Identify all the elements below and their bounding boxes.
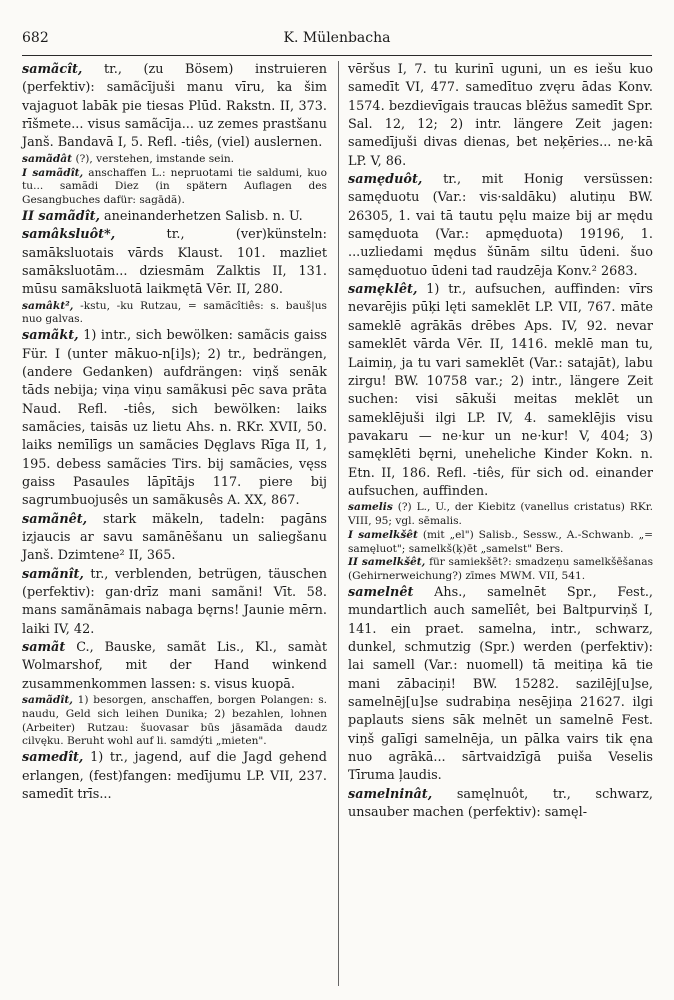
dictionary-entry — [348, 786, 653, 823]
entry-text: tr., (zu Bösem) instruieren (perfektiv): samãcījuši manu vīru, ka šim vajaguot labāk pie tiesas Plūd. Rakstn. II, 373. rīšmete... visus samãcīja... uz zemes prastšanu Janš. Bandavā I, 5. Refl. -tiês, (viel) auslernen. — [22, 62, 327, 151]
entry-headword: II samãdît, — [22, 208, 100, 224]
entry-headword: samãnêt, — [22, 511, 88, 527]
right-column — [348, 61, 653, 823]
dictionary-entry — [22, 639, 327, 694]
entry-headword: I samãdît, — [22, 166, 84, 179]
entry-headword: II samelkšêt, — [348, 556, 426, 569]
entry-text: 1) besorgen, anschaffen, borgen Polangen: s. naudu, Geld sich leihen Dunika; 2) bezahlen, lohnen (Arbeiter) Rutzau: šuovasar būs jāsamãda daudz cilvęku. Beruht wohl auf li. samdýti „mieten". — [22, 694, 327, 748]
two-column-body — [22, 61, 652, 991]
dictionary-entry — [348, 529, 653, 557]
entry-headword: samâksluôt*, — [22, 227, 116, 243]
entry-headword: samęduôt, — [348, 172, 423, 188]
entry-text: (?) L., U., der Kiebitz (vanellus cristatus) RKr. VIII, 95; vgl. sēmalis. — [348, 501, 653, 528]
dictionary-entry — [22, 167, 327, 208]
dictionary-entry — [348, 281, 653, 501]
dictionary-entry — [22, 566, 327, 639]
entry-headword: samãcît, — [22, 62, 83, 77]
entry-text: samęlnuôt, tr., schwarz, unsauber machen (perfektiv): samęl- — [348, 786, 653, 821]
dictionary-entry — [348, 501, 653, 529]
entry-text: stark mäkeln, tadeln: pagāns izjaucis ar savu samãnēšanu un saliegšanu Janš. Dzimtene² II, 365. — [22, 511, 327, 564]
dictionary-entry — [22, 226, 327, 299]
dictionary-entry — [22, 511, 327, 566]
entry-headword: samãdât — [22, 152, 73, 165]
entry-headword: samãdît, — [22, 694, 73, 707]
entry-headword: samelninât, — [348, 786, 433, 802]
entry-text: tr., (ver)künsteln: samāksluotais vārds Klaust. 101. mazliet samāksluotām... dziesmām Zalktis II, 131. mūsu samāksluotā laikmętā Vēr. II, 280. — [22, 227, 327, 298]
entry-text: 1) tr., aufsuchen, auffinden: vīrs nevarējis pūķi lęti sameklēt LP. VII, 767. māte sameklē agrākās drēbes Aps. IV, 92. nevar sameklēt vārda Vēr. II, 1416. meklē man tu, Laimiņ, ja tu vari sameklēt (Var.: satajāt), labu zirgu! BW. 10758 var.; 2) intr., längere Zeit suchen: visi sākuši meitas meklēt un sameklējuši ilgi LP. IV, 4. sameklējis visu pavakaru — ne·kur un ne·kur! V, 404; 3) samęklēti bęrni, uneheliche Kinder Kokn. n. Etn. II, 186. Refl. -tiês, für sich od. einander aufsuchen, auffinden. — [348, 282, 653, 499]
dictionary-entry — [348, 584, 653, 786]
page-number: 682 — [22, 30, 49, 46]
dictionary-entry — [22, 153, 327, 167]
entry-headword: samãt — [22, 640, 66, 656]
dictionary-entry — [22, 300, 327, 328]
page-header — [22, 30, 652, 52]
entry-text: Ahs., samelnēt Spr., Fest., mundartlich auch samelīêt, bei Baltpurviņš I, 141. ein praet. samelna, intr., schwarz, dunkel, schmutzig (Spr.) werden (perfektiv): lai samell (Var.: nuomell) tā meitiņa kā tie mani zābaciņi! BW. 15282. sazilēj[u]se, samelnēj[u]se sudrabiņa nesējiņa 21627. ilgi paplauts siens sāk melnēt un samelnē Fest. viņš galīgi samelnēja, un pālka vairs tik ęna nuo agrākā... sārtvaidzīgā puiša Veselis Tīruma ļaudis. — [348, 585, 653, 784]
entry-text: 1) tr., jagend, auf die Jagd gehend erlangen, (fest)fangen: medījumu LP. VII, 237. samedīt trīs... — [22, 750, 327, 802]
entry-text: tr., verblenden, betrügen, täuschen (perfektiv): gan·drīz mani samãni! Vīt. 58. mans samãnāmais nabaga bęrns! Jaunie mērn. laiki IV, 42. — [22, 566, 327, 637]
entry-headword: I samelkšêt — [348, 528, 418, 541]
dictionary-entry — [22, 208, 327, 226]
entry-headword: samâkt², — [22, 299, 74, 312]
entry-text: tr., mit Honig versüssen: samęduotu (Var.: vis·saldāku) alutiņu BW. 26305, 1. vai tā tautu pęlu maize bij ar mędu samęduota (Var.: apmęduota) 19196, 1. ...uzliedami mędus šūnām siltu ūdeni. šuo samęduotuo ūdeni tad raudzēja Konv.² 2683. — [348, 172, 653, 279]
entry-headword: samelnêt — [348, 585, 414, 601]
entry-text: C., Bauske, samãt Lis., Kl., samàt Wolmarshof, mit der Hand winkend zusammenkommen lassen: s. visus kuopā. — [22, 640, 327, 692]
entry-headword: samęklêt, — [348, 282, 418, 298]
dictionary-entry — [348, 61, 653, 171]
column-divider — [338, 61, 339, 986]
entry-text: vēršus I, 7. tu kurinī uguni, un es iešu kuo samedīt VI, 477. samedītuo zvęru ādas Konv. 1574. bezdievīgais traucas blēžus samedīt Spr. Sal. 12, 12; 2) intr. längere Zeit jagen: samedījuši divas dienas, bet neķēries... ne·kā LP. V, 86. — [348, 62, 653, 169]
entry-text: (mit „el") Salisb., Sessw., A.-Schwanb. „= samęluot"; samelkš(ķ)ēt „samelst" Bers. — [348, 528, 653, 555]
entry-headword: samedît, — [22, 750, 84, 766]
entry-text: -kstu, -ku Rutzau, = samãcîtiês: s. bauš|us nuo galvas. — [22, 299, 327, 326]
dictionary-entry — [22, 61, 327, 153]
entry-headword: samãkt, — [22, 328, 79, 344]
header-rule — [22, 55, 652, 56]
entry-text: für samiekšēt?: smadzeņu samelkšēšanas (Gehirnerweichung?) zīmes MWM. VII, 541. — [348, 556, 654, 583]
entry-text: anschaffen L.: nepruotami tie saldumi, kuo tu... samãdi Diez (in spätern Auflagen des Gesangbuches dafür: sagādã). — [22, 166, 327, 207]
dictionary-entry — [22, 694, 327, 749]
dictionary-entry — [348, 171, 653, 281]
dictionary-entry — [22, 749, 327, 804]
dictionary-entry — [22, 327, 327, 510]
dictionary-entry — [348, 556, 653, 584]
left-column — [22, 61, 327, 804]
entry-text: aneinanderhetzen Salisb. n. U. — [104, 208, 303, 224]
entry-headword: samãnît, — [22, 566, 84, 582]
entry-text: (?), verstehen, imstande sein. — [75, 152, 235, 165]
entry-text: 1) intr., sich bewölken: samãcis gaiss Für. I (unter mākuo-n[i]s); 2) tr., bedrängen, (andere Gedanken) aufdrängen: viņš senāk tāds nebija; viņa viņu samãkusi pēc sava prāta Naud. Refl. -tiês, sich bewölken: laiks samãcies, taisās uz lietu Ahs. n. RKr. XVII, 50. laiks nemīlīgs un samãcies Dęglavs Rīga II, 1, 195. debess samãcies Tirs. bij samãcies, vęss gaiss Pasaules lāpītājs 117. piere bij sagrumbuojusês un samãkusês A. XX, 867. — [22, 328, 327, 509]
entry-headword: samelis — [348, 501, 393, 514]
running-head: K. Mülenbacha — [283, 30, 391, 46]
